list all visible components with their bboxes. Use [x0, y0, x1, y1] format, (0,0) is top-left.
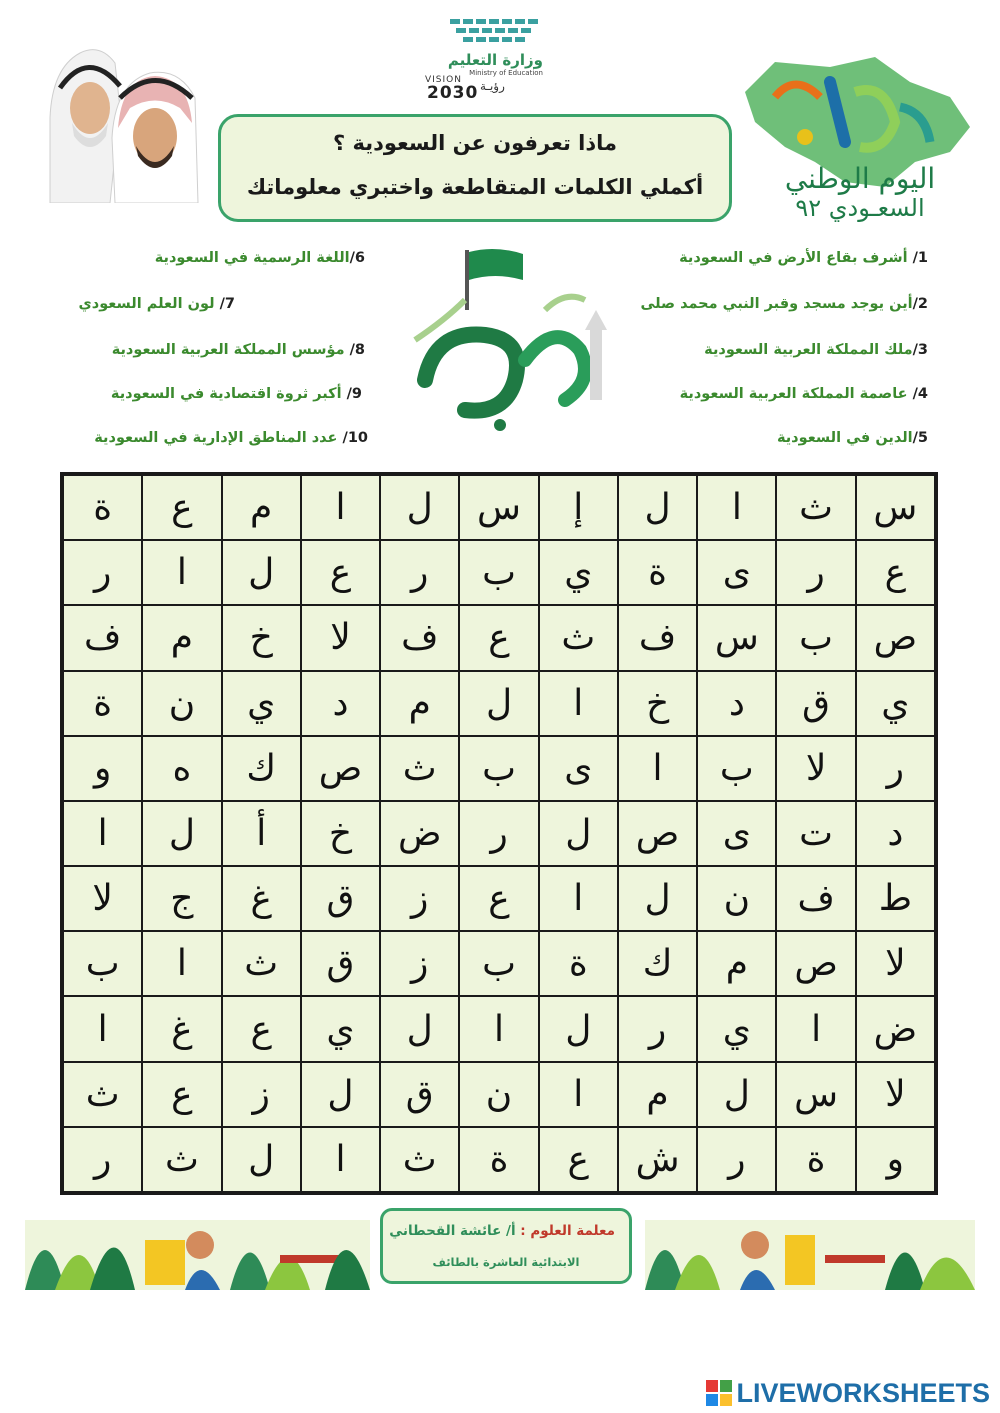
question-6: 6/اللغة الرسمية في السعودية: [154, 250, 365, 266]
grid-cell[interactable]: خ: [301, 801, 380, 866]
grid-cell[interactable]: ب: [63, 931, 142, 996]
grid-cell[interactable]: ق: [380, 1062, 459, 1127]
grid-cell[interactable]: ف: [776, 866, 855, 931]
title-instruction: أكملي الكلمات المتقاطعة واختبري معلوماتك: [246, 175, 704, 199]
watani-calligraphy-image: [405, 240, 625, 440]
question-5: 5/الدين في السعودية: [776, 430, 928, 446]
grid-cell[interactable]: ل: [618, 866, 697, 931]
grid-cell[interactable]: لا: [856, 1062, 935, 1127]
grid-cell[interactable]: خ: [222, 605, 301, 670]
grid-cell[interactable]: ع: [459, 605, 538, 670]
grid-cell[interactable]: ا: [63, 996, 142, 1061]
grid-cell[interactable]: ث: [142, 1127, 221, 1192]
grid-cell[interactable]: س: [697, 605, 776, 670]
vision-word: VISION: [425, 75, 462, 85]
grid-cell[interactable]: ع: [222, 996, 301, 1061]
grid-cell[interactable]: ع: [459, 866, 538, 931]
grid-cell[interactable]: ي: [697, 996, 776, 1061]
grid-cell[interactable]: ة: [776, 1127, 855, 1192]
grid-cell[interactable]: ط: [856, 866, 935, 931]
question-8: 8/ مؤسس المملكة العربية السعودية: [111, 342, 365, 358]
grid-cell[interactable]: ق: [301, 931, 380, 996]
grid-cell[interactable]: و: [63, 736, 142, 801]
grid-cell[interactable]: ص: [618, 801, 697, 866]
grid-cell[interactable]: ل: [222, 540, 301, 605]
grid-cell[interactable]: ا: [697, 475, 776, 540]
grid-cell[interactable]: ل: [222, 1127, 301, 1192]
grid-cell[interactable]: لا: [301, 605, 380, 670]
question-9: 9/ أكبر ثروة اقتصادية في السعودية: [110, 386, 362, 402]
grid-cell[interactable]: ز: [380, 866, 459, 931]
grid-cell[interactable]: ر: [459, 801, 538, 866]
grid-cell[interactable]: ى: [697, 801, 776, 866]
grid-cell[interactable]: أ: [222, 801, 301, 866]
grid-cell[interactable]: غ: [142, 996, 221, 1061]
grid-cell[interactable]: ش: [618, 1127, 697, 1192]
grid-cell[interactable]: ر: [63, 1127, 142, 1192]
vision-year: 2030: [427, 83, 479, 103]
grid-cell[interactable]: ب: [459, 736, 538, 801]
grid-cell[interactable]: ا: [301, 1127, 380, 1192]
grid-cell[interactable]: ل: [618, 475, 697, 540]
grid-cell[interactable]: ق: [301, 866, 380, 931]
grid-cell[interactable]: ث: [380, 736, 459, 801]
grid-cell[interactable]: ل: [459, 671, 538, 736]
grid-cell[interactable]: ص: [776, 931, 855, 996]
grid-cell[interactable]: د: [697, 671, 776, 736]
grid-cell[interactable]: إ: [539, 475, 618, 540]
grid-cell[interactable]: ع: [856, 540, 935, 605]
teacher-role: معلمة العلوم :: [520, 1223, 615, 1239]
grid-cell[interactable]: ا: [142, 540, 221, 605]
grid-cell[interactable]: م: [380, 671, 459, 736]
grid-cell[interactable]: ر: [856, 736, 935, 801]
grid-cell[interactable]: ي: [222, 671, 301, 736]
grid-cell[interactable]: ل: [301, 1062, 380, 1127]
grid-cell[interactable]: د: [856, 801, 935, 866]
grid-cell[interactable]: ة: [63, 475, 142, 540]
grid-cell[interactable]: م: [222, 475, 301, 540]
grid-cell[interactable]: ت: [776, 801, 855, 866]
grid-cell[interactable]: ا: [63, 801, 142, 866]
grid-cell[interactable]: غ: [222, 866, 301, 931]
grid-cell[interactable]: د: [301, 671, 380, 736]
grid-cell[interactable]: ل: [697, 1062, 776, 1127]
grid-cell[interactable]: ا: [776, 996, 855, 1061]
question-2: 2/أين يوجد مسجد وقبر النبي محمد صلى: [640, 296, 928, 312]
grid-cell[interactable]: ى: [697, 540, 776, 605]
grid-cell[interactable]: ة: [539, 931, 618, 996]
grid-cell[interactable]: ع: [142, 1062, 221, 1127]
grid-cell[interactable]: ث: [776, 475, 855, 540]
grid-cell[interactable]: ف: [380, 605, 459, 670]
grid-cell[interactable]: ر: [697, 1127, 776, 1192]
grid-cell[interactable]: ة: [459, 1127, 538, 1192]
kings-portrait-image: [40, 28, 200, 203]
grid-cell[interactable]: و: [856, 1127, 935, 1192]
question-4: 4/ عاصمة المملكة العربية السعودية: [679, 386, 928, 402]
grid-cell[interactable]: م: [142, 605, 221, 670]
grid-cell[interactable]: لا: [776, 736, 855, 801]
grid-cell[interactable]: م: [618, 1062, 697, 1127]
grid-cell[interactable]: ب: [459, 931, 538, 996]
grid-cell[interactable]: ن: [459, 1062, 538, 1127]
grid-cell[interactable]: ل: [539, 996, 618, 1061]
grid-cell[interactable]: ر: [618, 996, 697, 1061]
ministry-logo: [395, 15, 555, 105]
grid-cell[interactable]: ق: [776, 671, 855, 736]
teacher-line: [389, 1223, 615, 1239]
grid-cell[interactable]: ك: [618, 931, 697, 996]
liveworksheets-logo-icon: [706, 1380, 732, 1406]
question-10: 10/ عدد المناطق الإدارية في السعودية: [94, 430, 368, 446]
grid-cell[interactable]: ث: [63, 1062, 142, 1127]
liveworksheets-wordmark: LIVEWORKSHEETS: [736, 1377, 990, 1408]
grid-cell[interactable]: ا: [459, 996, 538, 1061]
national-day-subtitle: السعـودي ٩٢: [795, 194, 925, 222]
decorative-strip-right: [645, 1200, 975, 1296]
grid-cell[interactable]: ب: [459, 540, 538, 605]
national-day-title: اليوم الوطني: [784, 162, 936, 195]
question-1: 1/ أشرف بقاع الأرض في السعودية: [679, 250, 928, 266]
liveworksheets-brand: [706, 1378, 990, 1408]
grid-cell[interactable]: ر: [63, 540, 142, 605]
decorative-strip-left: [25, 1200, 370, 1296]
grid-cell[interactable]: ا: [539, 866, 618, 931]
grid-cell[interactable]: ي: [301, 996, 380, 1061]
school-name: الابتدائية العاشرة بالطائف: [432, 1255, 580, 1269]
grid-cell[interactable]: ى: [539, 736, 618, 801]
grid-cell[interactable]: ف: [618, 605, 697, 670]
ministry-emblem-icon: [450, 17, 540, 45]
grid-cell[interactable]: س: [459, 475, 538, 540]
grid-cell[interactable]: ل: [539, 801, 618, 866]
grid-cell[interactable]: ع: [301, 540, 380, 605]
grid-cell[interactable]: ض: [380, 801, 459, 866]
grid-cell[interactable]: ل: [380, 475, 459, 540]
grid-cell[interactable]: ة: [63, 671, 142, 736]
teacher-name: أ/ عائشة القحطاني: [389, 1223, 516, 1239]
grid-cell[interactable]: ا: [301, 475, 380, 540]
grid-cell[interactable]: ع: [539, 1127, 618, 1192]
grid-cell[interactable]: ه: [142, 736, 221, 801]
grid-cell[interactable]: ك: [222, 736, 301, 801]
title-box: [218, 114, 732, 222]
grid-cell[interactable]: م: [697, 931, 776, 996]
teacher-info-box: [380, 1208, 632, 1284]
grid-cell[interactable]: ي: [856, 671, 935, 736]
grid-cell[interactable]: ز: [222, 1062, 301, 1127]
ministry-name-en: Ministry of Education: [469, 69, 543, 77]
grid-cell[interactable]: ة: [618, 540, 697, 605]
grid-cell[interactable]: ج: [142, 866, 221, 931]
grid-cell[interactable]: لا: [856, 931, 935, 996]
ministry-name-ar: وزارة التعليم: [447, 51, 543, 69]
grid-cell[interactable]: ث: [222, 931, 301, 996]
grid-cell[interactable]: خ: [618, 671, 697, 736]
grid-cell[interactable]: ب: [697, 736, 776, 801]
grid-cell[interactable]: ض: [856, 996, 935, 1061]
grid-cell[interactable]: ب: [776, 605, 855, 670]
grid-cell[interactable]: ا: [539, 1062, 618, 1127]
grid-cell[interactable]: ز: [380, 931, 459, 996]
grid-cell[interactable]: ا: [539, 671, 618, 736]
grid-cell[interactable]: ل: [380, 996, 459, 1061]
grid-cell[interactable]: س: [856, 475, 935, 540]
grid-cell[interactable]: س: [776, 1062, 855, 1127]
question-3: 3/ملك المملكة العربية السعودية: [704, 342, 928, 358]
grid-cell[interactable]: ر: [380, 540, 459, 605]
grid-cell[interactable]: ث: [539, 605, 618, 670]
question-7: 7/ لون العلم السعودي: [78, 296, 235, 312]
grid-cell[interactable]: ن: [142, 671, 221, 736]
grid-cell[interactable]: لا: [63, 866, 142, 931]
word-search-grid: [60, 472, 938, 1195]
grid-cell[interactable]: ي: [539, 540, 618, 605]
grid-cell[interactable]: ل: [142, 801, 221, 866]
grid-cell[interactable]: ص: [856, 605, 935, 670]
grid-cell[interactable]: ص: [301, 736, 380, 801]
title-question: ماذا تعرفون عن السعودية ؟: [332, 131, 618, 155]
grid-cell[interactable]: ع: [142, 475, 221, 540]
grid-cell[interactable]: ر: [776, 540, 855, 605]
grid-cell[interactable]: ن: [697, 866, 776, 931]
vision-word-ar: رؤيـة: [480, 79, 505, 93]
grid-cell[interactable]: ث: [380, 1127, 459, 1192]
grid-cell[interactable]: ا: [142, 931, 221, 996]
grid-cell[interactable]: ف: [63, 605, 142, 670]
grid-cell[interactable]: ا: [618, 736, 697, 801]
